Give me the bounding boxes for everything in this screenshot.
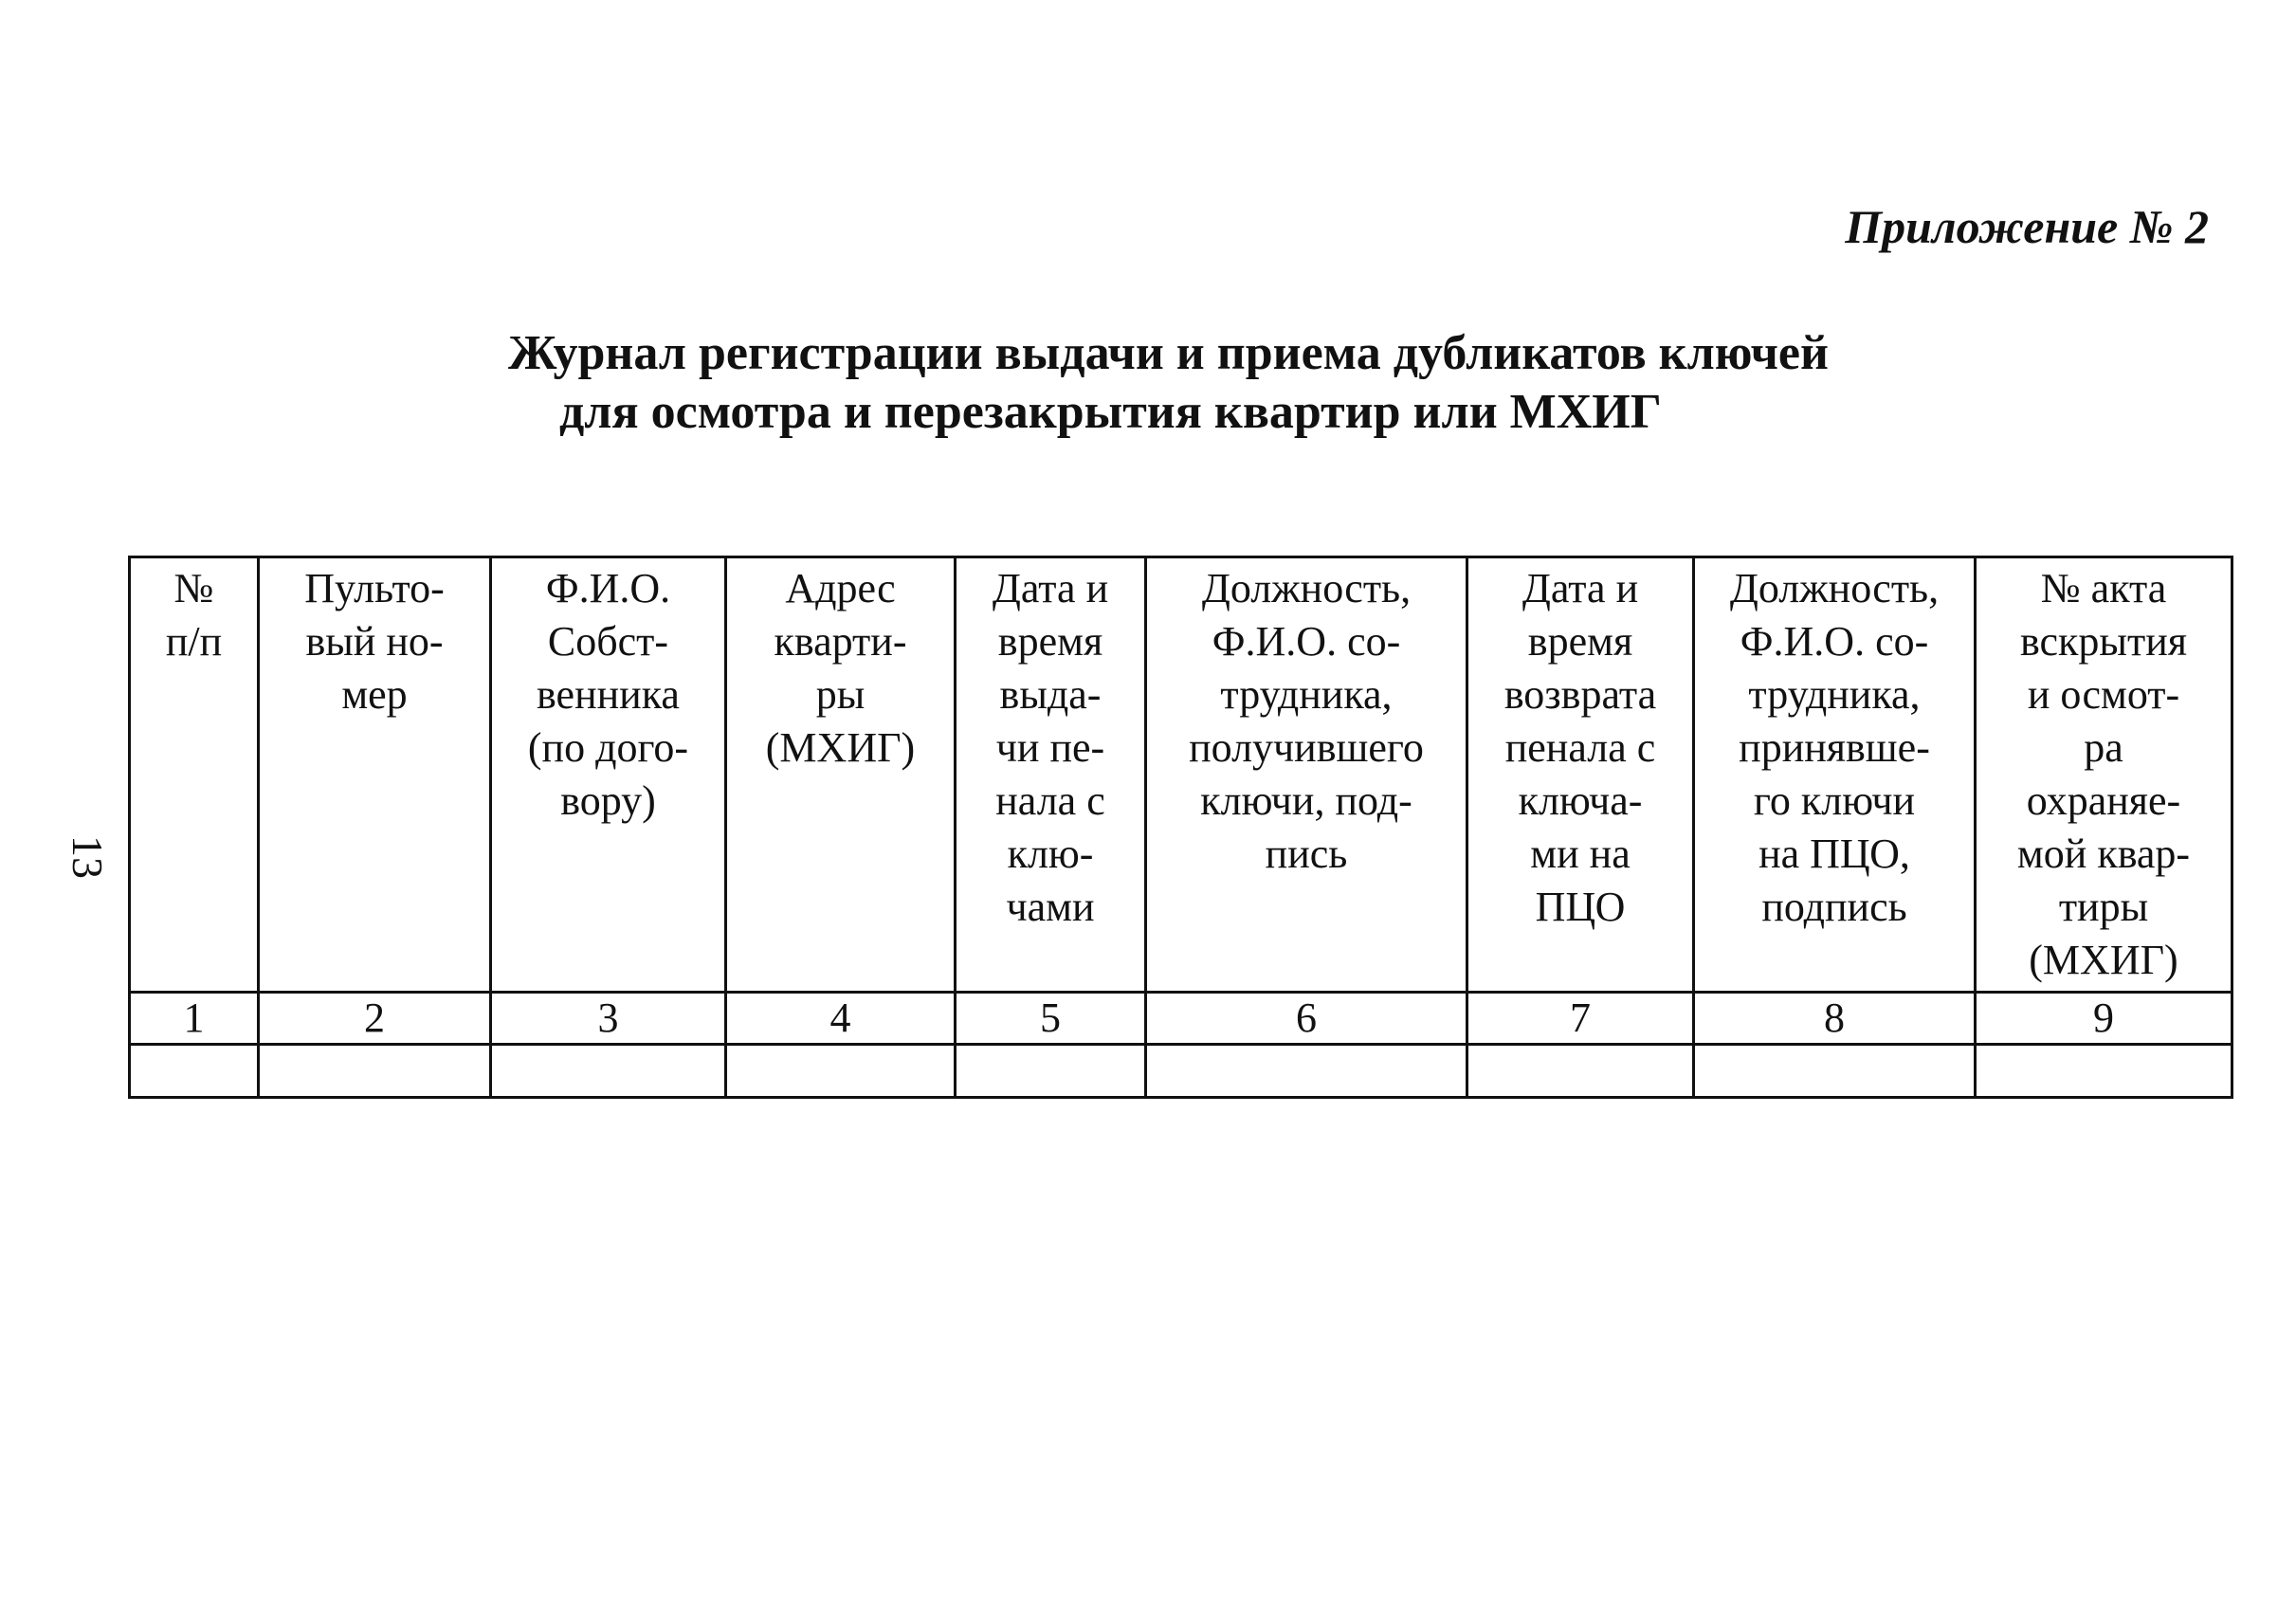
header-cell-number: № п/п: [130, 557, 259, 993]
column-number: 3: [491, 993, 726, 1045]
empty-cell: [259, 1045, 491, 1098]
header-cell-receiver-employee: Должность, Ф.И.О. со- трудника, получившего ключи, под- пись: [1146, 557, 1467, 993]
column-number: 5: [956, 993, 1146, 1045]
title-line-1: Журнал регистрации выдачи и приема дубликатов ключей: [508, 326, 1829, 380]
column-number-row: [130, 993, 2232, 1045]
empty-cell: [130, 1045, 259, 1098]
header-cell-console-number: Пульто- вый но- мер: [259, 557, 491, 993]
appendix-label: Приложение № 2: [1845, 200, 2209, 253]
empty-entry-row: [130, 1045, 2232, 1098]
journal-table: [128, 556, 2233, 1099]
column-number: 7: [1467, 993, 1694, 1045]
column-number: 4: [726, 993, 956, 1045]
journal-title: [508, 324, 1829, 442]
empty-cell: [1694, 1045, 1976, 1098]
header-cell-issue-datetime: Дата и время выда- чи пе- нала с клю- чами: [956, 557, 1146, 993]
header-cell-owner-name: Ф.И.О. Собст- венника (по дого- вору): [491, 557, 726, 993]
empty-cell: [491, 1045, 726, 1098]
page-number: 13: [64, 835, 112, 879]
empty-cell: [956, 1045, 1146, 1098]
header-cell-return-datetime: Дата и время возврата пенала с ключа- ми на ПЦО: [1467, 557, 1694, 993]
empty-cell: [1467, 1045, 1694, 1098]
column-number: 9: [1976, 993, 2232, 1045]
column-number: 2: [259, 993, 491, 1045]
table-header-row: [130, 557, 2232, 993]
header-cell-act-number: № акта вскрытия и осмот- ра охраняе- мой квар- тиры (МХИГ): [1976, 557, 2232, 993]
column-number: 8: [1694, 993, 1976, 1045]
column-number: 1: [130, 993, 259, 1045]
title-line-2: для осмотра и перезакрытия квартир или МХИГ: [559, 385, 1662, 439]
header-cell-address: Адрес кварти- ры (МХИГ): [726, 557, 956, 993]
header-cell-accepting-employee: Должность, Ф.И.О. со- трудника, принявше- го ключи на ПЦО, подпись: [1694, 557, 1976, 993]
column-number: 6: [1146, 993, 1467, 1045]
empty-cell: [726, 1045, 956, 1098]
empty-cell: [1146, 1045, 1467, 1098]
empty-cell: [1976, 1045, 2232, 1098]
